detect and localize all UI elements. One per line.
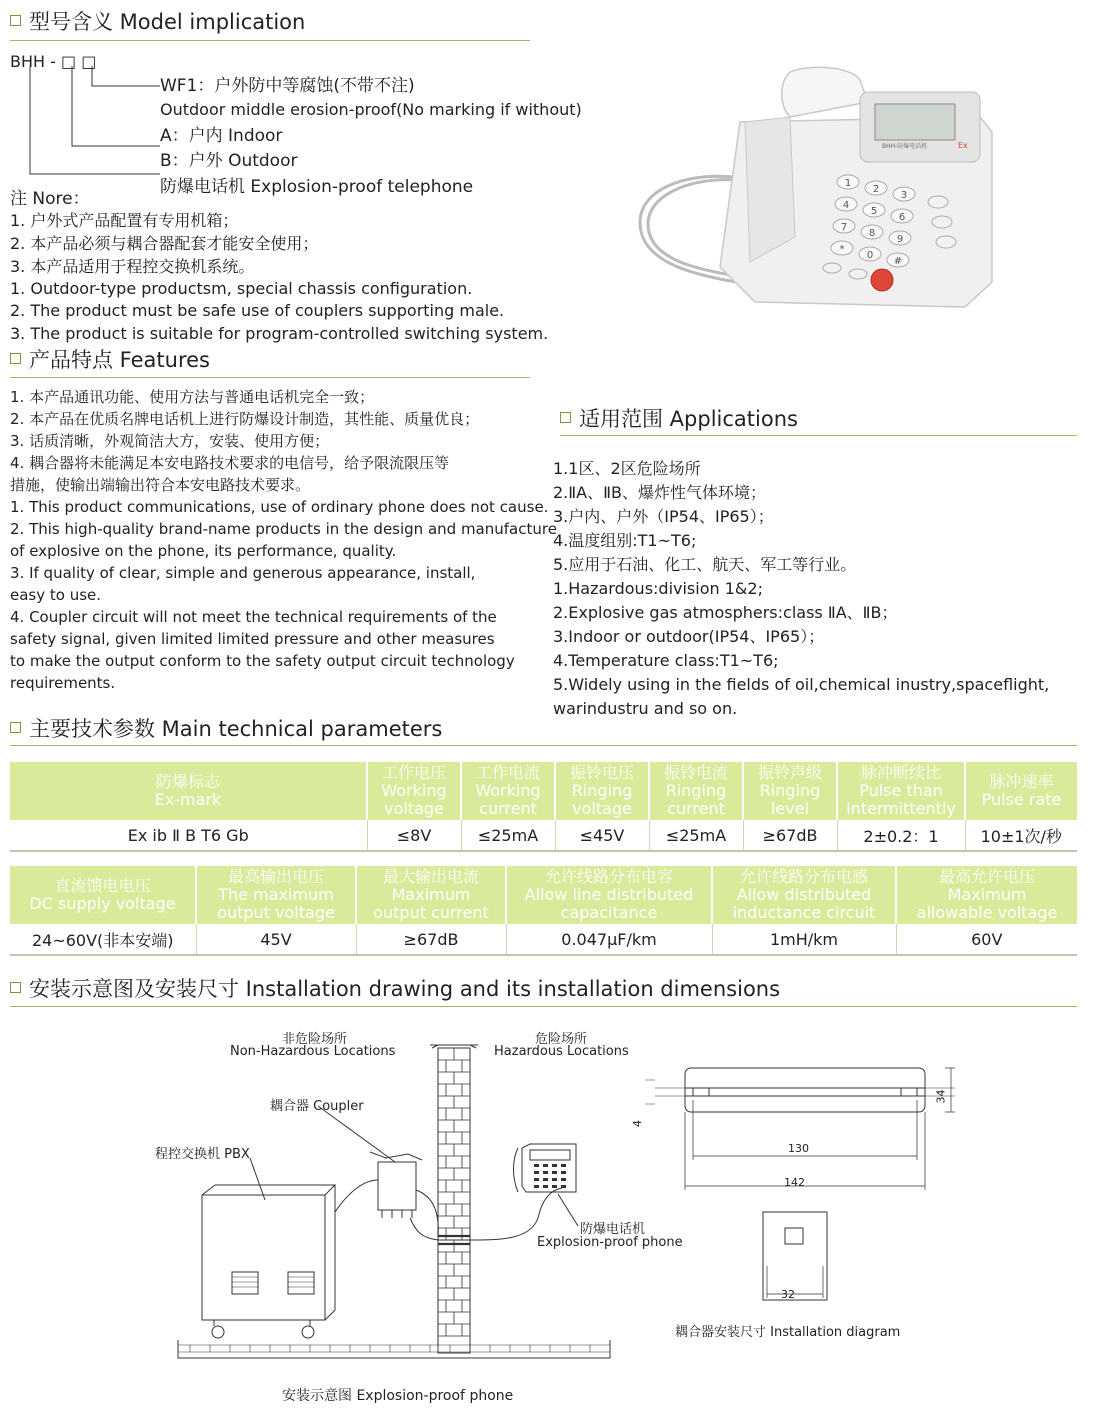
application-line: 1.1区、2区危险场所 (553, 459, 701, 478)
feature-line: easy to use. (10, 586, 102, 604)
keypad-key (835, 197, 857, 211)
svg-text:*: * (839, 244, 845, 255)
square-bullet-icon (560, 412, 571, 423)
square-bullet-icon (10, 722, 21, 733)
note-line: 1. 户外式产品配置有专用机箱； (10, 211, 239, 230)
section-rule (10, 40, 530, 41)
feature-line: of explosive on the phone, its performance, quality. (10, 542, 397, 560)
application-line: 2.Explosive gas atmosphers:class ⅡA、ⅡB； (553, 603, 898, 622)
model-item-wf1: WF1：户外防中等腐蚀(不带不注) (160, 76, 415, 96)
application-line: 5.Widely using in the fields of oil,chemical inustry,spaceflight, (553, 675, 1050, 694)
section-title-install: 安装示意图及安装尺寸 Installation drawing and its installation dimensions (10, 973, 780, 1003)
header-ringing-level: 振铃声级 Ringing level (743, 762, 837, 820)
dimension-caption: 耦合器安装尺寸 Installation diagram (675, 1325, 901, 1340)
model-code: BHH - □ □ (10, 52, 97, 71)
non-hazard-label-cn: 非危险场所 (282, 1032, 348, 1047)
section-title-features: 产品特点 Features (10, 344, 210, 374)
application-line: 2.ⅡA、ⅡB、爆炸性气体环境； (553, 483, 766, 502)
header-ringing-current: 振铃电流 Ringing current (649, 762, 743, 820)
svg-text:1: 1 (844, 178, 852, 189)
params-table-2 (10, 866, 1077, 956)
square-bullet-icon (10, 353, 21, 364)
section-rule (10, 745, 1077, 746)
note-line: 2. The product must be safe use of couplers supporting male. (10, 301, 505, 320)
square-bullet-icon (10, 15, 21, 26)
dim-4: 4 (631, 1120, 644, 1127)
note-line: 1. Outdoor-type productsm, special chassis configuration. (10, 279, 473, 298)
application-line: 5.应用于石油、化工、航天、军工等行业。 (553, 555, 857, 574)
keypad-key (891, 209, 913, 223)
feature-line: 4. Coupler circuit will not meet the technical requirements of the (10, 608, 497, 626)
table-cell: 1mH/km (712, 924, 896, 955)
feature-line: 措施，使输出端输出符合本安电路技术要求。 (10, 476, 311, 494)
telephone-illustration (620, 62, 1000, 312)
keypad-key (859, 247, 881, 261)
application-line: 4.Temperature class:T1~T6; (553, 651, 779, 670)
feature-line: 1. 本产品通讯功能、使用方法与普通电话机完全一致； (10, 388, 375, 406)
table-row (10, 924, 1077, 955)
header-pulse-rate: 脉冲速率 Pulse rate (965, 762, 1077, 820)
table-cell: ≥67dB (743, 820, 837, 851)
header-capacitance: 允许线路分布电容 Allow line distributed capacitance (506, 866, 712, 924)
svg-text:5: 5 (870, 206, 878, 217)
application-line: 1.Hazardous:division 1&2; (553, 579, 763, 598)
phone-label-cn: 防爆电话机 (580, 1222, 646, 1237)
pbx-label: 程控交换机 PBX (155, 1147, 250, 1162)
handset-icon (782, 67, 868, 117)
section-title-model: 型号含义 Model implication (10, 6, 305, 36)
header-max-output-voltage: 最高输出电压 The maximum output voltage (196, 866, 356, 924)
note-line: 3. 本产品适用于程控交换机系统。 (10, 257, 255, 276)
phone-brand-label: BHH-防爆电话机 (882, 143, 928, 150)
table-cell: ≤45V (555, 820, 649, 851)
header-working-voltage: 工作电压 Working voltage (367, 762, 461, 820)
keypad-key (861, 225, 883, 239)
red-button-icon (871, 269, 893, 291)
section-rule (10, 1006, 1077, 1007)
table-cell: 2±0.2：1 (837, 820, 965, 851)
keypad-key (889, 231, 911, 245)
feature-line: 3. If quality of clear, simple and generous appearance, install, (10, 564, 476, 582)
install-caption: 安装示意图 Explosion-proof phone (282, 1388, 514, 1404)
dim-32: 32 (781, 1288, 795, 1301)
feature-line: 2. 本产品在优质名牌电话机上进行防爆设计制造，其性能、质量优良； (10, 410, 480, 428)
non-hazard-label-en: Non-Hazardous Locations (230, 1044, 396, 1059)
table-cell: 0.047μF/km (506, 924, 712, 955)
dim-142: 142 (784, 1176, 805, 1189)
header-max-allowable-voltage: 最高允许电压 Maximum allowable voltage (896, 866, 1077, 924)
svg-text:3: 3 (900, 190, 908, 201)
lcd-screen-icon (875, 104, 955, 140)
table-cell: ≤25mA (461, 820, 555, 851)
section-title-params: 主要技术参数 Main technical parameters (10, 713, 442, 743)
pbx-cabinet-icon (202, 1195, 325, 1320)
dim-130: 130 (788, 1142, 809, 1155)
keypad-key (831, 241, 853, 255)
keypad-key (887, 253, 909, 267)
hazard-label-en: Hazardous Locations (494, 1044, 629, 1059)
table-cell: 60V (896, 924, 1077, 955)
feature-line: 2. This high-quality brand-name products in the design and manufacture (10, 520, 557, 538)
feature-line: 3. 话质清晰，外观简洁大方，安装、使用方便； (10, 432, 330, 450)
installation-drawing (170, 1040, 644, 1380)
table-cell: 24~60V(非本安端) (10, 924, 196, 955)
model-bracket-lines (20, 66, 170, 178)
svg-text:#: # (893, 256, 903, 267)
keypad-key (837, 175, 859, 189)
keypad-key (893, 187, 915, 201)
keypad-key (865, 181, 887, 195)
table-cell: 10±1次/秒 (965, 820, 1077, 851)
section-rule (560, 435, 1077, 436)
model-item-phone: 防爆电话机 Explosion-proof telephone (160, 177, 474, 197)
feature-line: to make the output conform to the safety output circuit technology (10, 652, 515, 670)
svg-text:4: 4 (842, 200, 850, 211)
header-dc-supply: 直流馈电电压 DC supply voltage (10, 866, 196, 924)
params-table-1 (10, 762, 1077, 852)
model-item-wf1-en: Outdoor middle erosion-proof(No marking if without) (160, 100, 582, 119)
section-rule (10, 377, 530, 378)
ex-mark-label: Ex (958, 141, 968, 150)
feature-line: 4. 耦合器将未能满足本安电路技术要求的电信号，给予限流限压等 (10, 454, 450, 472)
model-item-indoor: A：户内 Indoor (160, 126, 283, 146)
header-max-output-current: 最大输出电流 Maximum output current (356, 866, 506, 924)
coupler-side-view-icon (685, 1068, 925, 1112)
table-cell: ≤25mA (649, 820, 743, 851)
feature-line: 1. This product communications, use of ordinary phone does not cause. (10, 498, 549, 516)
coupler-dimension-drawing (631, 1060, 965, 1320)
application-line: 4.温度组别:T1~T6; (553, 531, 697, 550)
table-cell: ≥67dB (356, 924, 506, 955)
note-line: 3. The product is suitable for program-controlled switching system. (10, 324, 549, 343)
application-line: 3.Indoor or outdoor(IP54、IP65）； (553, 627, 825, 646)
table-cell: 45V (196, 924, 356, 955)
header-inductance: 允许线路分布电感 Allow distributed inductance circuit (712, 866, 896, 924)
feature-line: requirements. (10, 674, 116, 692)
model-item-outdoor: B：户外 Outdoor (160, 151, 298, 171)
hazard-label-cn: 危险场所 (535, 1032, 588, 1047)
note-line: 2. 本产品必须与耦合器配套才能安全使用； (10, 234, 319, 253)
coupler-icon (378, 1162, 416, 1210)
section-title-applications: 适用范围 Applications (560, 403, 798, 433)
table-cell: Ex ib Ⅱ B T6 Gb (10, 820, 367, 851)
coupler-label: 耦合器 Coupler (270, 1099, 364, 1114)
keypad-key (833, 219, 855, 233)
square-bullet-icon (10, 982, 21, 993)
note-title: 注 Nore： (10, 189, 90, 209)
svg-text:7: 7 (840, 222, 848, 233)
svg-text:2: 2 (872, 184, 880, 195)
coupler-front-view-icon (763, 1212, 827, 1300)
svg-text:9: 9 (896, 234, 904, 245)
phone-label-en: Explosion-proof phone (537, 1235, 683, 1250)
application-line: warindustru and so on. (553, 699, 738, 718)
svg-text:8: 8 (868, 228, 876, 239)
header-working-current: 工作电流 Working current (461, 762, 555, 820)
table-cell: ≤8V (367, 820, 461, 851)
header-ex-mark: 防爆标志 Ex-mark (10, 762, 367, 820)
table-row (10, 820, 1077, 851)
application-line: 3.户内、户外（IP54、IP65）； (553, 507, 774, 526)
svg-text:6: 6 (898, 212, 906, 223)
feature-line: safety signal, given limited limited pressure and other measures (10, 630, 495, 648)
header-ringing-voltage: 振铃电压 Ringing voltage (555, 762, 649, 820)
keypad-key (863, 203, 885, 217)
svg-text:0: 0 (866, 250, 874, 261)
dim-34: 34 (934, 1089, 948, 1104)
header-pulse-ratio: 脉冲断续比 Pulse than intermittently (837, 762, 965, 820)
